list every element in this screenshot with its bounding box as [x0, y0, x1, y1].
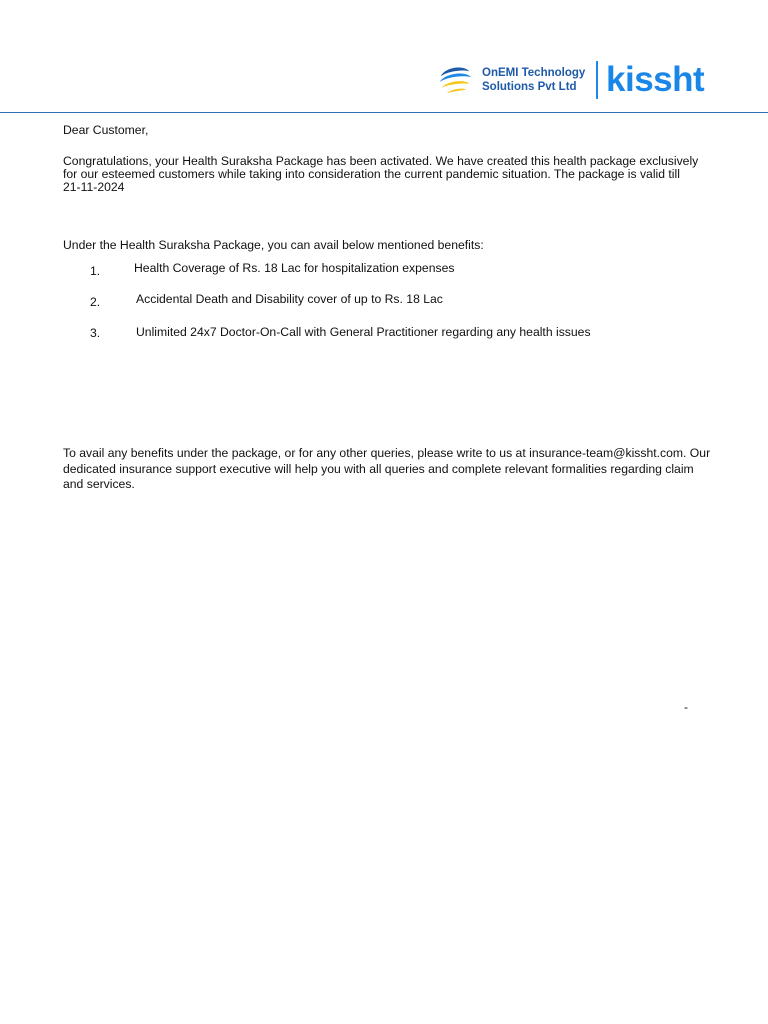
intro-line-2: for our esteemed customers while taking into consideration the current pandemic situation. The package is valid till	[63, 167, 680, 181]
intro-line-1: Congratulations, your Health Suraksha Package has been activated. We have created this health package exclusively	[63, 154, 699, 168]
list-item-number: 1.	[90, 264, 101, 278]
company-name-line2: Solutions Pvt Ltd	[482, 81, 577, 93]
letterhead	[0, 0, 768, 113]
brand-wordmark: kissht	[606, 60, 705, 99]
salutation: Dear Customer,	[63, 123, 149, 137]
intro-line-3: 21-11-2024	[63, 180, 125, 194]
logo-group	[436, 60, 704, 100]
company-name-line1: OnEMI Technology	[482, 67, 586, 79]
list-item-number: 3.	[90, 326, 101, 340]
globe-logo-icon	[436, 61, 474, 99]
closing-line-1: To avail any benefits under the package, or for any other queries, please write to us at insurance-team@kissht.com. Our	[63, 446, 711, 460]
list-item-number: 2.	[90, 295, 101, 309]
list-item-text: Health Coverage of Rs. 18 Lac for hospitalization expenses	[134, 261, 455, 275]
footer-mark: -	[684, 700, 688, 714]
logo-divider	[596, 61, 598, 99]
company-name	[482, 66, 588, 94]
list-item-text: Unlimited 24x7 Doctor-On-Call with General Practitioner regarding any health issues	[136, 325, 591, 339]
benefits-intro: Under the Health Suraksha Package, you can avail below mentioned benefits:	[63, 238, 484, 252]
list-item-text: Accidental Death and Disability cover of up to Rs. 18 Lac	[136, 292, 443, 306]
closing-line-2: dedicated insurance support executive will help you with all queries and complete relevant formalities regarding claim	[63, 462, 694, 476]
closing-line-3: and services.	[63, 477, 135, 491]
